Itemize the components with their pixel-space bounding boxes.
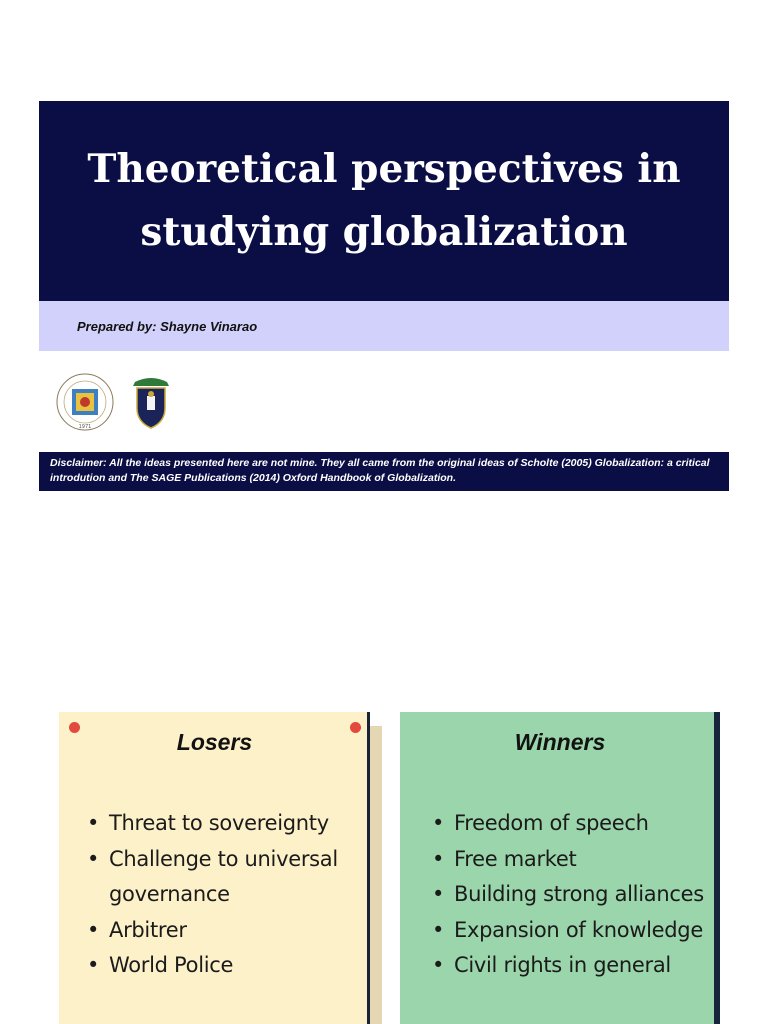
- losers-card: [59, 712, 370, 1024]
- disclaimer-text: Disclaimer: All the ideas presented here are not mine. They all came from the original ideas of Scholte (2005) Globalization: a critical introdution and The SAGE Publications (2014) Oxford Handbook of Globalization.: [50, 457, 710, 484]
- page-title: Theoretical perspectives in studying globalization: [87, 146, 681, 255]
- card-shadow: [368, 726, 382, 1024]
- list-item: • Civil rights in general: [432, 953, 671, 977]
- list-item: • Free market: [432, 846, 577, 871]
- winners-heading: Winners: [514, 729, 606, 755]
- seal-year: 1971: [78, 424, 92, 430]
- losers-list: [85, 806, 355, 984]
- list-item: • World Police: [87, 953, 234, 977]
- list-item: • Expansion of knowledge: [432, 917, 703, 942]
- disclaimer-box: [39, 452, 729, 491]
- list-item: • Challenge to universal governance: [87, 846, 338, 906]
- list-item: • Freedom of speech: [432, 811, 649, 835]
- author-credit: Prepared by: Shayne Vinarao: [77, 318, 258, 334]
- winners-card: [400, 712, 720, 1024]
- list-item: • Threat to sovereignty: [87, 811, 329, 835]
- list-item: • Arbitrer: [87, 917, 187, 942]
- logo-row: [55, 372, 181, 434]
- winners-list: [430, 806, 720, 984]
- title-banner: [39, 101, 729, 301]
- college-crest-icon: [121, 372, 181, 432]
- losers-heading: Losers: [176, 729, 253, 755]
- university-seal-icon: [55, 372, 115, 432]
- list-item: • Building strong alliances: [432, 882, 704, 906]
- author-bar: [39, 301, 729, 351]
